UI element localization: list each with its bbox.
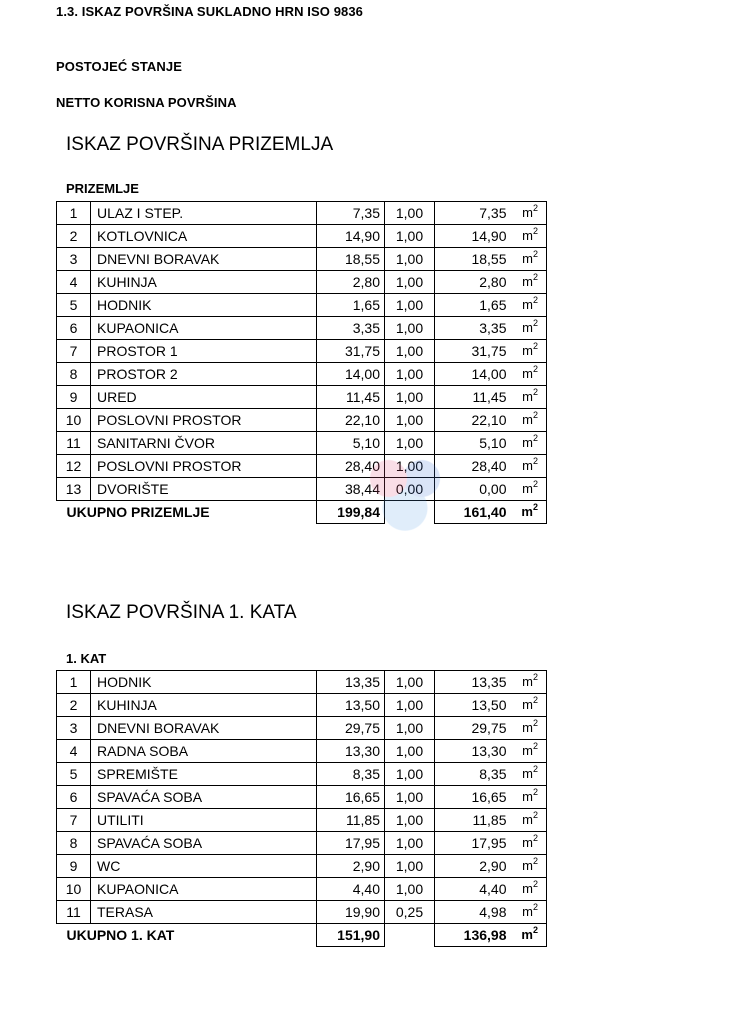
- table-row: [57, 855, 547, 878]
- table-row: [57, 763, 547, 786]
- net-area: 2,80: [435, 271, 509, 294]
- unit-superscript: 2: [532, 203, 538, 213]
- unit-superscript: 2: [532, 879, 538, 889]
- row-number: 8: [57, 832, 91, 855]
- unit-cell: [509, 202, 547, 225]
- unit-cell: [509, 340, 547, 363]
- room-name: KUPAONICA: [91, 317, 317, 340]
- row-number: 5: [57, 294, 91, 317]
- room-area: 31,75: [317, 340, 385, 363]
- row-number: 6: [57, 786, 91, 809]
- state-label: POSTOJEĆ STANJE: [56, 59, 182, 74]
- table-row: [57, 271, 547, 294]
- room-area: 17,95: [317, 832, 385, 855]
- table-row: [57, 294, 547, 317]
- unit-cell: [509, 386, 547, 409]
- net-area: 28,40: [435, 455, 509, 478]
- area-coefficient: 1,00: [385, 432, 435, 455]
- unit-cell: [509, 271, 547, 294]
- room-area: 3,35: [317, 317, 385, 340]
- area-coefficient: 1,00: [385, 386, 435, 409]
- unit-cell: [509, 671, 547, 694]
- room-name: POSLOVNI PROSTOR: [91, 409, 317, 432]
- unit-cell: [509, 501, 547, 524]
- area-coefficient: 0,25: [385, 901, 435, 924]
- unit-label: m: [522, 766, 533, 781]
- table-row: [57, 671, 547, 694]
- row-number: 2: [57, 225, 91, 248]
- unit-superscript: 2: [532, 502, 538, 512]
- unit-superscript: 2: [532, 249, 538, 259]
- room-name: SPREMIŠTE: [91, 763, 317, 786]
- room-name: RADNA SOBA: [91, 740, 317, 763]
- unit-cell: [509, 225, 547, 248]
- unit-superscript: 2: [532, 925, 538, 935]
- net-area: 18,55: [435, 248, 509, 271]
- net-area: 14,90: [435, 225, 509, 248]
- area-coefficient: 1,00: [385, 455, 435, 478]
- unit-cell: [509, 717, 547, 740]
- net-area: 11,85: [435, 809, 509, 832]
- unit-label: m: [522, 720, 533, 735]
- unit-cell: [509, 878, 547, 901]
- unit-label: m: [522, 458, 533, 473]
- room-area: 11,85: [317, 809, 385, 832]
- area-coefficient: 1,00: [385, 786, 435, 809]
- unit-label: m: [522, 674, 533, 689]
- area-coefficient: 1,00: [385, 225, 435, 248]
- table-row: [57, 432, 547, 455]
- net-area: 1,65: [435, 294, 509, 317]
- unit-label: m: [522, 343, 533, 358]
- total-area: 151,90: [317, 924, 385, 947]
- unit-superscript: 2: [532, 272, 538, 282]
- total-net-area: 161,40: [435, 501, 509, 524]
- row-number: 4: [57, 271, 91, 294]
- net-area: 3,35: [435, 317, 509, 340]
- row-number: 7: [57, 340, 91, 363]
- unit-superscript: 2: [532, 833, 538, 843]
- net-area: 8,35: [435, 763, 509, 786]
- unit-cell: [509, 432, 547, 455]
- room-area: 5,10: [317, 432, 385, 455]
- table-row: [57, 901, 547, 924]
- unit-label: m: [522, 812, 533, 827]
- unit-label: m: [522, 205, 533, 220]
- net-area: 14,00: [435, 363, 509, 386]
- unit-cell: [509, 786, 547, 809]
- unit-cell: [509, 455, 547, 478]
- table-row: [57, 455, 547, 478]
- room-name: URED: [91, 386, 317, 409]
- area-coefficient: 1,00: [385, 717, 435, 740]
- unit-label: m: [522, 743, 533, 758]
- room-area: 13,35: [317, 671, 385, 694]
- room-area: 38,44: [317, 478, 385, 501]
- unit-label: m: [522, 904, 533, 919]
- first-floor-group-label: 1. KAT: [66, 651, 107, 666]
- unit-superscript: 2: [532, 764, 538, 774]
- area-coefficient: 1,00: [385, 740, 435, 763]
- unit-superscript: 2: [532, 226, 538, 236]
- room-area: 2,90: [317, 855, 385, 878]
- unit-cell: [509, 901, 547, 924]
- net-area: 13,30: [435, 740, 509, 763]
- unit-cell: [509, 294, 547, 317]
- room-area: 28,40: [317, 455, 385, 478]
- room-area: 19,90: [317, 901, 385, 924]
- row-number: 13: [57, 478, 91, 501]
- net-area: 4,40: [435, 878, 509, 901]
- unit-cell: [509, 478, 547, 501]
- table-row: [57, 717, 547, 740]
- total-label: UKUPNO 1. KAT: [66, 927, 175, 944]
- table-row: [57, 809, 547, 832]
- room-area: 4,40: [317, 878, 385, 901]
- area-coefficient: 1,00: [385, 694, 435, 717]
- table-row: [57, 786, 547, 809]
- room-name: HODNIK: [91, 671, 317, 694]
- room-name: DNEVNI BORAVAK: [91, 248, 317, 271]
- room-name: KOTLOVNICA: [91, 225, 317, 248]
- net-area: 13,50: [435, 694, 509, 717]
- ground-area-table: [56, 201, 547, 524]
- unit-cell: [509, 763, 547, 786]
- row-number: 3: [57, 717, 91, 740]
- unit-label: m: [521, 927, 533, 942]
- row-number: 7: [57, 809, 91, 832]
- total-blank: [385, 924, 435, 947]
- room-area: 14,00: [317, 363, 385, 386]
- unit-cell: [509, 409, 547, 432]
- ground-group-label: PRIZEMLJE: [66, 181, 139, 196]
- table-row: [57, 478, 547, 501]
- row-number: 6: [57, 317, 91, 340]
- first-floor-area-table: [56, 670, 547, 947]
- row-number: 8: [57, 363, 91, 386]
- table-row: [57, 248, 547, 271]
- area-coefficient: 1,00: [385, 340, 435, 363]
- unit-label: m: [522, 228, 533, 243]
- table-row: [57, 317, 547, 340]
- row-number: 3: [57, 248, 91, 271]
- unit-superscript: 2: [532, 318, 538, 328]
- room-area: 8,35: [317, 763, 385, 786]
- net-area: 31,75: [435, 340, 509, 363]
- unit-superscript: 2: [532, 718, 538, 728]
- unit-cell: [509, 363, 547, 386]
- table-row: [57, 386, 547, 409]
- room-name: UTILITI: [91, 809, 317, 832]
- room-area: 11,45: [317, 386, 385, 409]
- room-area: 1,65: [317, 294, 385, 317]
- unit-superscript: 2: [532, 695, 538, 705]
- unit-label: m: [522, 789, 533, 804]
- net-area: 5,10: [435, 432, 509, 455]
- area-coefficient: 1,00: [385, 363, 435, 386]
- unit-label: m: [522, 697, 533, 712]
- unit-superscript: 2: [532, 810, 538, 820]
- unit-superscript: 2: [532, 902, 538, 912]
- row-number: 9: [57, 855, 91, 878]
- watermark-logo: [350, 440, 460, 550]
- unit-superscript: 2: [532, 787, 538, 797]
- document-heading: 1.3. ISKAZ POVRŠINA SUKLADNO HRN ISO 9836: [56, 4, 364, 19]
- unit-label: m: [522, 389, 533, 404]
- row-number: 1: [57, 202, 91, 225]
- room-area: 22,10: [317, 409, 385, 432]
- net-area: 4,98: [435, 901, 509, 924]
- unit-cell: [509, 855, 547, 878]
- row-number: 1: [57, 671, 91, 694]
- table-row: [57, 832, 547, 855]
- unit-label: m: [522, 320, 533, 335]
- total-area: 199,84: [317, 501, 385, 524]
- table-row: [57, 694, 547, 717]
- unit-superscript: 2: [532, 387, 538, 397]
- room-area: 7,35: [317, 202, 385, 225]
- room-name: SANITARNI ČVOR: [91, 432, 317, 455]
- net-area: 11,45: [435, 386, 509, 409]
- unit-label: m: [522, 858, 533, 873]
- unit-superscript: 2: [532, 295, 538, 305]
- row-number: 4: [57, 740, 91, 763]
- unit-superscript: 2: [532, 433, 538, 443]
- unit-cell: [509, 740, 547, 763]
- unit-label: m: [522, 481, 533, 496]
- area-coefficient: 1,00: [385, 832, 435, 855]
- area-coefficient: 1,00: [385, 294, 435, 317]
- net-area: 16,65: [435, 786, 509, 809]
- row-number: 12: [57, 455, 91, 478]
- unit-superscript: 2: [532, 341, 538, 351]
- room-area: 2,80: [317, 271, 385, 294]
- total-label: UKUPNO PRIZEMLJE: [66, 504, 210, 521]
- net-area: 13,35: [435, 671, 509, 694]
- unit-cell: [509, 248, 547, 271]
- area-coefficient: 1,00: [385, 271, 435, 294]
- net-area: 29,75: [435, 717, 509, 740]
- unit-cell: [509, 317, 547, 340]
- total-net-area: 136,98: [435, 924, 509, 947]
- unit-label: m: [522, 435, 533, 450]
- table-row: [57, 202, 547, 225]
- unit-superscript: 2: [532, 479, 538, 489]
- unit-cell: [509, 694, 547, 717]
- row-number: 11: [57, 901, 91, 924]
- row-number: 10: [57, 878, 91, 901]
- area-coefficient: 1,00: [385, 855, 435, 878]
- net-area: 22,10: [435, 409, 509, 432]
- area-coefficient: 1,00: [385, 248, 435, 271]
- area-coefficient: 0,00: [385, 478, 435, 501]
- room-name: HODNIK: [91, 294, 317, 317]
- room-area: 13,30: [317, 740, 385, 763]
- room-area: 16,65: [317, 786, 385, 809]
- unit-label: m: [522, 251, 533, 266]
- unit-label: m: [521, 504, 533, 519]
- unit-label: m: [522, 274, 533, 289]
- row-number: 9: [57, 386, 91, 409]
- table-row: [57, 740, 547, 763]
- table-row: [57, 409, 547, 432]
- table-row: [57, 363, 547, 386]
- unit-label: m: [522, 297, 533, 312]
- row-number: 10: [57, 409, 91, 432]
- net-area-label: NETTO KORISNA POVRŠINA: [56, 95, 237, 110]
- unit-label: m: [522, 835, 533, 850]
- net-area: 2,90: [435, 855, 509, 878]
- total-row: [57, 924, 547, 947]
- room-area: 14,90: [317, 225, 385, 248]
- area-coefficient: 1,00: [385, 317, 435, 340]
- room-name: TERASA: [91, 901, 317, 924]
- row-number: 2: [57, 694, 91, 717]
- room-area: 13,50: [317, 694, 385, 717]
- area-coefficient: 1,00: [385, 409, 435, 432]
- unit-label: m: [522, 412, 533, 427]
- table-row: [57, 878, 547, 901]
- unit-cell: [509, 832, 547, 855]
- ground-section-title: ISKAZ POVRŠINA PRIZEMLJA: [66, 134, 334, 155]
- table-row: [57, 340, 547, 363]
- unit-superscript: 2: [532, 410, 538, 420]
- unit-label: m: [522, 881, 533, 896]
- room-name: DVORIŠTE: [91, 478, 317, 501]
- area-coefficient: 1,00: [385, 763, 435, 786]
- room-name: ULAZ I STEP.: [91, 202, 317, 225]
- row-number: 11: [57, 432, 91, 455]
- room-name: WC: [91, 855, 317, 878]
- room-name: POSLOVNI PROSTOR: [91, 455, 317, 478]
- unit-superscript: 2: [532, 364, 538, 374]
- room-name: SPAVAĆA SOBA: [91, 786, 317, 809]
- unit-cell: [509, 924, 547, 947]
- area-coefficient: 1,00: [385, 809, 435, 832]
- area-coefficient: 1,00: [385, 202, 435, 225]
- net-area: 7,35: [435, 202, 509, 225]
- unit-superscript: 2: [532, 456, 538, 466]
- unit-superscript: 2: [532, 856, 538, 866]
- room-name: KUHINJA: [91, 271, 317, 294]
- unit-superscript: 2: [532, 672, 538, 682]
- unit-cell: [509, 809, 547, 832]
- row-number: 5: [57, 763, 91, 786]
- first-floor-section-title: ISKAZ POVRŠINA 1. KATA: [66, 602, 297, 623]
- room-area: 29,75: [317, 717, 385, 740]
- table-row: [57, 225, 547, 248]
- room-name: PROSTOR 1: [91, 340, 317, 363]
- room-name: DNEVNI BORAVAK: [91, 717, 317, 740]
- area-coefficient: 1,00: [385, 671, 435, 694]
- room-name: KUPAONICA: [91, 878, 317, 901]
- area-coefficient: 1,00: [385, 878, 435, 901]
- net-area: 0,00: [435, 478, 509, 501]
- room-name: KUHINJA: [91, 694, 317, 717]
- total-row: [57, 501, 547, 524]
- room-name: PROSTOR 2: [91, 363, 317, 386]
- unit-label: m: [522, 366, 533, 381]
- net-area: 17,95: [435, 832, 509, 855]
- unit-superscript: 2: [532, 741, 538, 751]
- room-name: SPAVAĆA SOBA: [91, 832, 317, 855]
- room-area: 18,55: [317, 248, 385, 271]
